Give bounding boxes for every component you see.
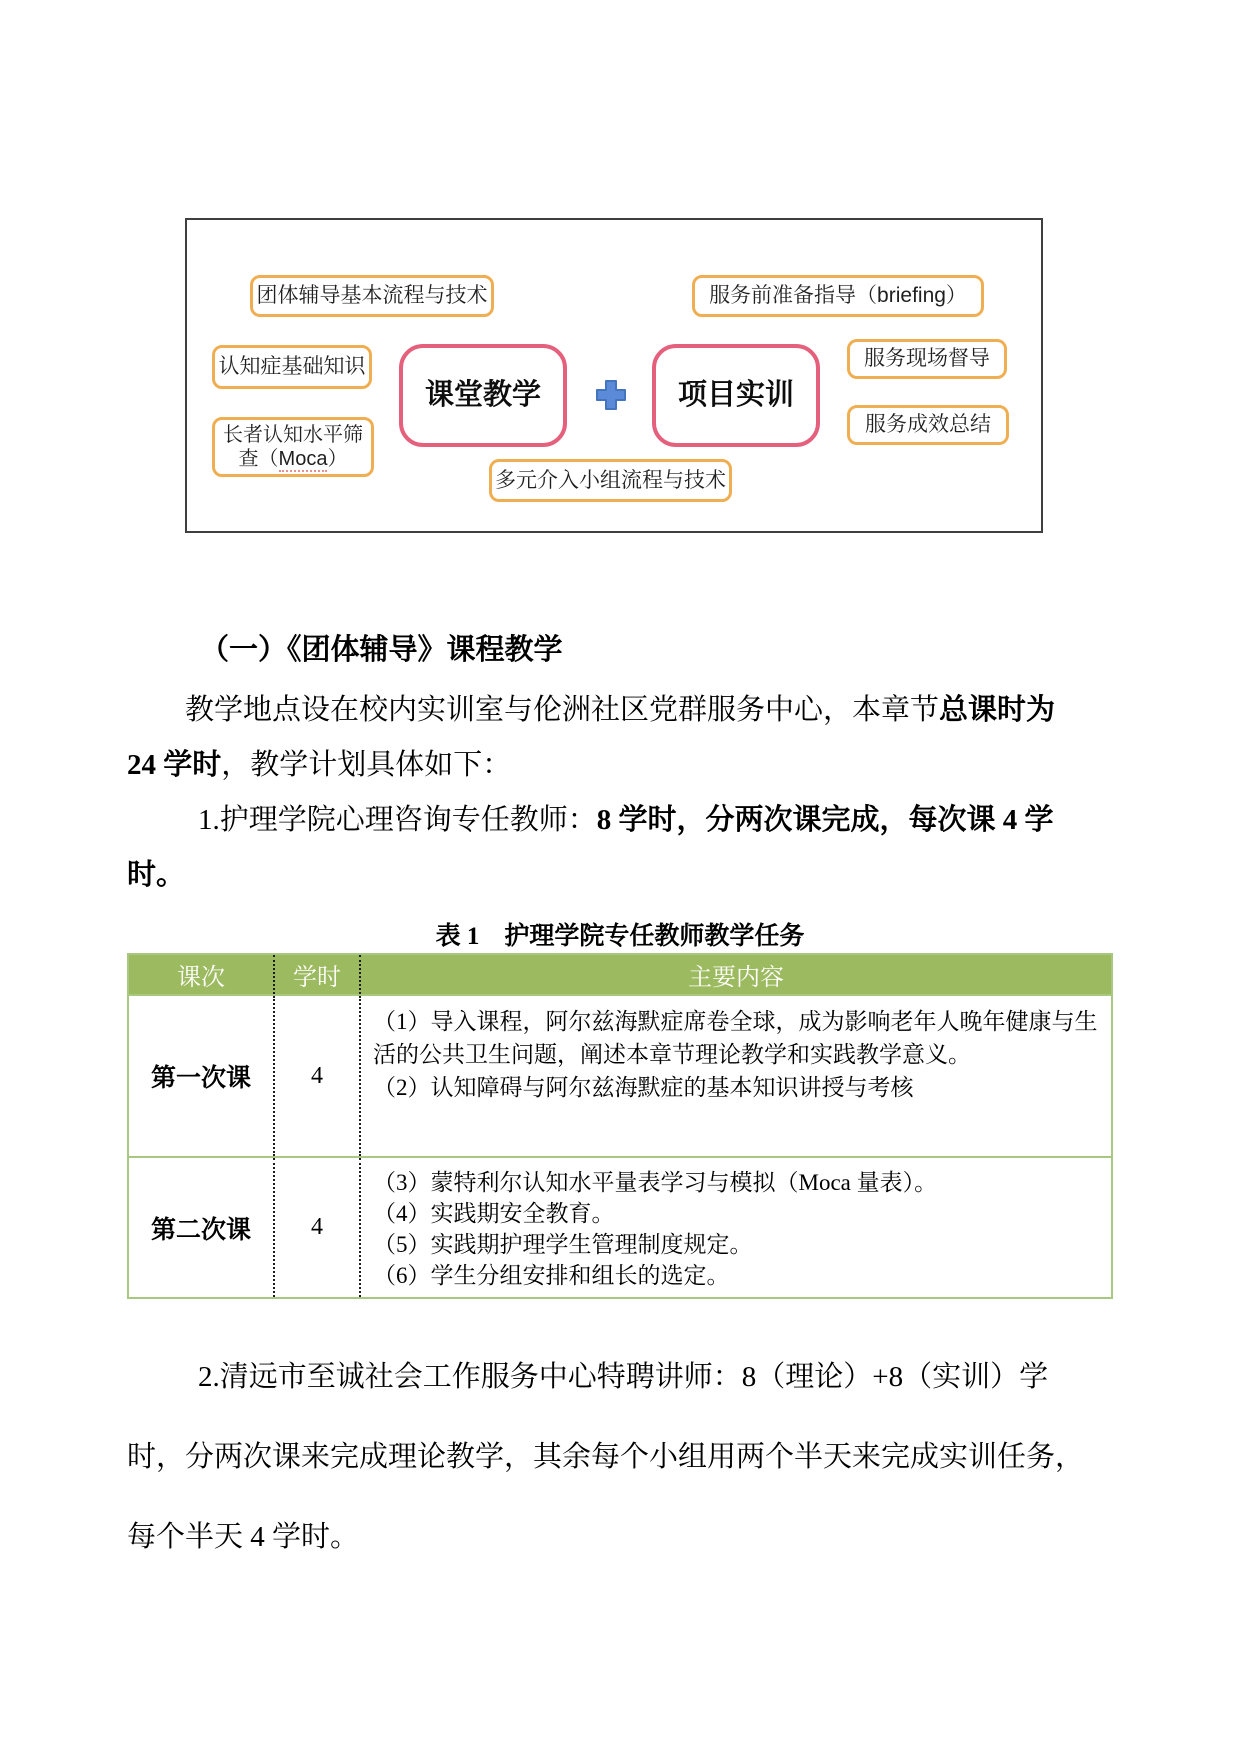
p1-l2-regular: ，教学计划具体如下： [221, 749, 512, 781]
box-label: 认知症基础知识 [218, 355, 366, 379]
diagram-box-group-counseling-flow [250, 275, 494, 317]
teaching-model-diagram [185, 218, 1043, 533]
table-row [128, 995, 1112, 1157]
moca-word: Moca [278, 448, 328, 470]
paragraph-3-line-3: 每个半天 4 学时。 [127, 1521, 360, 1553]
paragraph-3-line-1: 2.清远市至诚社会工作服务中心特聘讲师：8（理论）+8（实训）学 [198, 1361, 1049, 1393]
cell-content-1 [360, 995, 1112, 1157]
content-item: （5）实践期护理学生管理制度规定。 [373, 1232, 753, 1257]
cell-content-2 [360, 1157, 1112, 1298]
content-item: （4）实践期安全教育。 [373, 1201, 615, 1226]
p1-l2-bold: 24 学时 [127, 749, 222, 781]
p1-l1-regular: 教学地点设在校内实训室与伦洲社区党群服务中心，本章节 [185, 694, 940, 726]
p1-l1-bold: 总课时为 [939, 694, 1056, 726]
diagram-box-cognitive-basics [212, 345, 372, 389]
paragraph-3-line-2: 时，分两次课来完成理论教学，其余每个小组用两个半天来完成实训任务， [127, 1441, 1085, 1473]
diagram-box-moca-screening [212, 417, 374, 477]
diagram-box-project-training [652, 344, 820, 447]
plus-icon [591, 375, 631, 415]
p2-l1-regular: 1.护理学院心理咨询专任教师： [198, 804, 597, 836]
paragraph-2-line-2: 时。 [127, 859, 186, 891]
box-label: 团体辅导基本流程与技术 [256, 284, 488, 308]
paragraph-2-line-1 [198, 803, 1054, 837]
content-item: （1）导入课程，阿尔兹海默症席卷全球，成为影响老年人晚年健康与生活的公共卫生问题，阐述本章节理论教学和实践教学意义。 [373, 1009, 1098, 1067]
box-label: 课堂教学 [424, 379, 541, 412]
table-caption: 表 1 护理学院专任教师教学任务 [435, 923, 805, 950]
diagram-box-service-summary [847, 405, 1009, 445]
paragraph-1-line-1 [185, 693, 1055, 727]
paragraph-1-line-2 [127, 748, 511, 782]
box-label: 多元介入小组流程与技术 [495, 468, 726, 492]
table-header-row [128, 954, 1112, 995]
section-heading: （一）《团体辅导》课程教学 [200, 634, 563, 666]
col-header-content: 主要内容 [360, 954, 1112, 995]
content-item: （2）认知障碍与阿尔兹海默症的基本知识讲授与考核 [373, 1075, 914, 1100]
col-header-course: 课次 [128, 954, 274, 995]
box-label: 服务成效总结 [865, 413, 991, 437]
teaching-task-table [127, 953, 1113, 1299]
cell-course-1: 第一次课 [128, 995, 274, 1157]
diagram-box-classroom-teaching [399, 344, 567, 447]
cell-course-2: 第二次课 [128, 1157, 274, 1298]
box-label: 服务现场督导 [864, 347, 990, 371]
box-label: 服务前准备指导（briefing） [709, 284, 967, 308]
moca-line2-prefix: 查（ [238, 448, 279, 470]
cell-hours-1: 4 [274, 995, 360, 1157]
cell-hours-2: 4 [274, 1157, 360, 1298]
moca-line2-suffix: ） [327, 448, 348, 470]
box-label [223, 423, 363, 471]
diagram-box-briefing [692, 275, 984, 317]
moca-line1: 长者认知水平筛 [223, 424, 363, 446]
box-label: 项目实训 [677, 379, 794, 412]
diagram-box-onsite-supervision [847, 339, 1007, 379]
content-item: （3）蒙特利尔认知水平量表学习与模拟（Moca 量表）。 [373, 1170, 938, 1195]
diagram-box-multi-intervention [489, 459, 732, 502]
col-header-hours: 学时 [274, 954, 360, 995]
p2-l1-bold: 8 学时，分两次课完成，每次课 4 学 [596, 804, 1054, 836]
table-row [128, 1157, 1112, 1298]
content-item: （6）学生分组安排和组长的选定。 [373, 1263, 730, 1288]
